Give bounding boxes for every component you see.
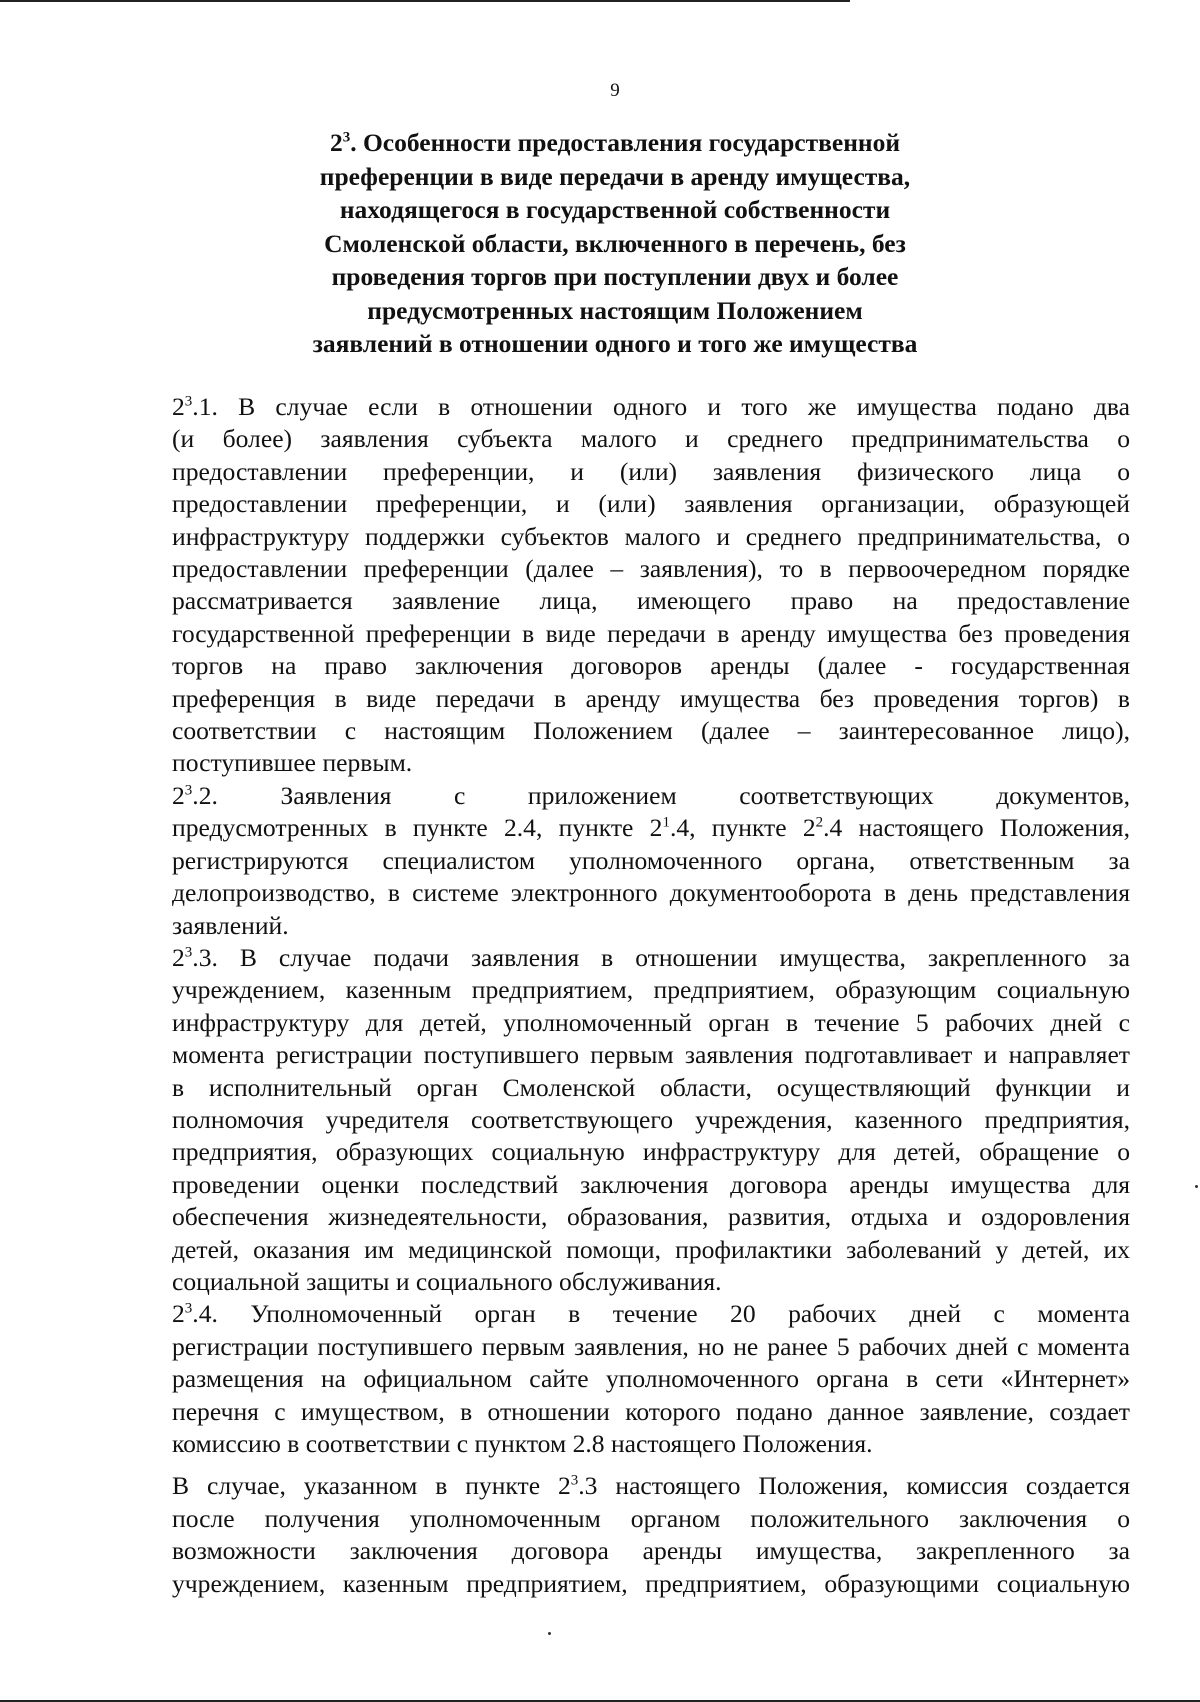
scan-edge-top [0,0,850,2]
document-body [104,391,1130,1600]
title-line-text: . Особенности предоставления государственной [350,128,901,157]
text-line: регистрируются специалистом уполномоченного органа, ответственным за [172,845,1130,875]
title-line: предусмотренных настоящим Положением [367,295,863,325]
text-line: возможности заключения договора аренды имущества, закрепленного за [172,1536,1130,1566]
paragraph-2-3-4 [104,1298,1130,1460]
text-line: предусмотренных в пункте 2.4, пункте $2^1.4$, пункте $2^2.4$ настоящего Положения, [172,813,1130,843]
text-line: делопроизводство, в системе электронного документооборота в день представления [172,878,1130,908]
section-title [230,126,1000,361]
text-line: инфраструктуру для детей, уполномоченный орган в течение 5 рабочих дней с [172,1007,1130,1037]
text-line: заявлений. [172,910,289,940]
text-line: предоставлении преференции, и (или) заявления физического лица о [172,456,1130,486]
text-line: предприятия, образующих социальную инфраструктуру для детей, обращение о [172,1137,1130,1167]
title-line: находящегося в государственной собственности [339,195,891,224]
text-line: обеспечения жизнедеятельности, образования, развития, отдыха и оздоровления [172,1202,1130,1232]
text-line: размещения на официальном сайте уполномоченного органа в сети «Интернет» [172,1364,1130,1394]
text-line: торгов на право заключения договоров аренды (далее - государственная [172,651,1130,681]
text-line: полномочия учредителя соответствующего учреждения, казенного предприятия, [172,1104,1130,1134]
text-line: поступившее первым. [172,748,413,778]
text-line: $2^3.2$. Заявления с приложением соответствующих документов, [172,780,1130,810]
title-line: Смоленской области, включенного в перечень, без [324,228,906,258]
text-line: государственной преференции в виде передачи в аренду имущества без проведения [172,618,1130,648]
text-line: $2^3.3$. В случае подачи заявления в отношении имущества, закрепленного за [172,942,1130,972]
paragraph-2-3-1 [104,391,1130,780]
text-line: перечня с имуществом, в отношении которого подано данное заявление, создает [172,1396,1130,1426]
title-line: преференции в виде передачи в аренду имущества, [319,161,911,191]
text-line: В случае, указанном в пункте $2^3.3$ настоящего Положения, комиссия создается [172,1471,1130,1501]
text-line: после получения уполномоченным органом положительного заключения о [172,1503,1130,1533]
text-line: инфраструктуру поддержки субъектов малого и среднего предпринимательства, о [172,521,1130,551]
scan-speck [1195,1185,1198,1188]
text-line: детей, оказания им медицинской помощи, профилактики заболеваний у детей, их [172,1234,1130,1264]
scan-speck [548,1632,551,1635]
text-line: рассматривается заявление лица, имеющего право на предоставление [172,586,1130,616]
page-number: 9 [610,80,620,101]
paragraph-commission [104,1470,1130,1600]
paragraph-2-3-3 [104,942,1130,1298]
text-line: предоставлении преференции, и (или) заявления организации, образующей [172,489,1130,519]
text-line: учреждением, казенным предприятием, предприятием, образующими социальную [172,1568,1130,1598]
text-line: $2^3.4$. Уполномоченный орган в течение 20 рабочих дней с момента [172,1299,1130,1329]
text-line: (и более) заявления субъекта малого и среднего предпринимательства о [172,424,1130,454]
title-line: заявлений в отношении одного и того же имущества [312,329,918,358]
text-line: соответствии с настоящим Положением (далее – заинтересованное лицо), [172,716,1130,746]
text-line: момента регистрации поступившего первым заявления подготавливает и направляет [172,1040,1130,1070]
text-line: в исполнительный орган Смоленской области, осуществляющий функции и [172,1072,1130,1102]
title-number-superscript: 3 [342,129,351,146]
text-line: преференция в виде передачи в аренду имущества без проведения торгов) в [172,683,1130,713]
title-line: проведения торгов при поступлении двух и более [331,262,899,291]
text-line: предоставлении преференции (далее – заявления), то в первоочередном порядке [172,554,1130,584]
text-line: регистрации поступившего первым заявления, но не ранее 5 рабочих дней с момента [172,1331,1130,1361]
title-line [230,126,1000,160]
text-line: $2^3.1$. В случае если в отношении одного и того же имущества подано два [172,392,1130,421]
title-number: 2 [329,128,343,157]
paragraph-2-3-2 [104,780,1130,942]
text-line: проведении оценки последствий заключения договора аренды имущества для [172,1169,1130,1199]
text-line: учреждением, казенным предприятием, предприятием, образующим социальную [172,975,1130,1005]
text-line: комиссию в соответствии с пунктом 2.8 настоящего Положения. [172,1429,873,1458]
text-line: социальной защиты и социального обслуживания. [172,1266,722,1296]
